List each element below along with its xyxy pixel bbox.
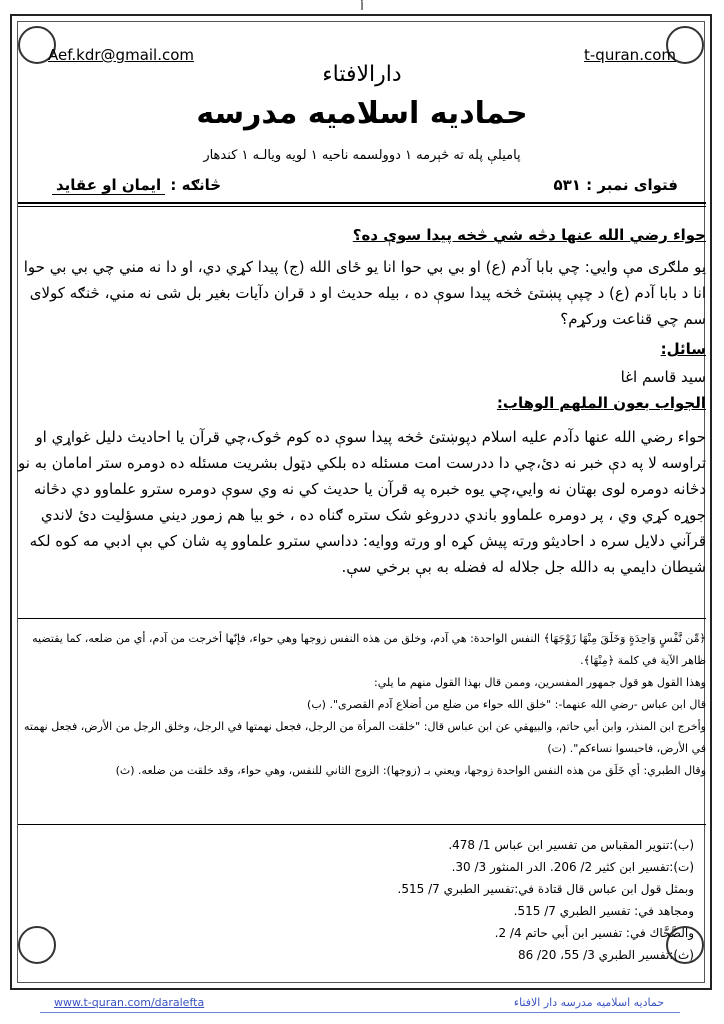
header-divider-thin bbox=[18, 206, 706, 207]
madrasa-title: حمادیه اسلامیه مدرسه bbox=[196, 96, 528, 131]
page-number: أ bbox=[360, 0, 364, 13]
section-label: څانګه : bbox=[170, 176, 222, 194]
address-line: پاميلې پله ته څېرمه ۱ دوولسمه ناحيه ۱ لويه ويالـه ۱ کندهار bbox=[203, 148, 521, 163]
section-value: ایمان او عقاید bbox=[52, 176, 165, 195]
asker-label: سائل: bbox=[660, 340, 706, 358]
reference-item: ومجاهد في: تفسير الطبري 7/ 515. bbox=[513, 904, 694, 918]
footer-url-link[interactable]: www.t-quran.com/daralefta bbox=[54, 996, 205, 1009]
question-title: حواء رضي الله عنها دڅه شي څخه پيدا سوې ده؟ bbox=[352, 226, 706, 244]
arabic-paragraph: وقال الطبري: أي خَلَق من هذه النفس الواحدة زوجها، ويعني بـ (زوجها): الزوج الثاني للنفس، وهي حواء، وقد خلقت من ضلعه. (ث) bbox=[115, 764, 706, 777]
footer-name: حمادیه اسلامیه مدرسه دار الافتاء bbox=[513, 996, 664, 1009]
dar-al-ifta-title: دارالافتاء bbox=[322, 62, 402, 87]
section-field bbox=[52, 176, 221, 194]
website-link[interactable]: t-quran.com bbox=[584, 46, 676, 64]
arabic-paragraph: وأخرج ابن المنذر، وابن أبي حاتم، والبيهقي عن ابن عباس قال: "خلقت المرأة من الرجل، فجعل نهمتها في الرجل، وخلق الرجل من الأرض، فجعل نهمته في الأرض، فاحبسوا نساءكم". (ت) bbox=[24, 720, 706, 755]
arabic-divider bbox=[18, 618, 706, 619]
arabic-evidence bbox=[18, 628, 706, 782]
reference-item: (ت):تفسير ابن كثير 2/ 206. الدر المنثور 3/ 30. bbox=[451, 860, 694, 874]
references-divider bbox=[18, 824, 706, 825]
answer-body: حواء رضي الله عنها دآدم عليه اسلام دپوښتئ څخه پيدا سوې ده کوم څوک،چي قرآن يا احاديث دليل غواړي او تراوسه لا په دې خبر نه دئ،چي دا ددرست امت مسئله ده بلکي دټول بشريت مسئله ده دومره ستر امامان به نو دڅانه دومره لوی بهتان نه وايي،چي يوه خبره په قرآن يا حديث کي نه وي سوې دومره سترو علماوو دي دڅانه جوړه کړي وي ، پر دومره علماوو باندي ددروغو شک ستره ګناه ده ، خو بيا هم زموږ ديني مسؤليت دئ لاندي قرآني دلايل سره د احاديثو ورته پيش کړه او ورته ووايه: دداسي سترو علماوو په شان کي بې ادبي مه کوه لکه شيطان دايمي به دالله جل جلاله له فضله به بې برخي سې. bbox=[18, 428, 706, 576]
asker-name: سيد قاسم اغا bbox=[620, 368, 706, 386]
question-body: يو ملګری مې وايي: چي بابا آدم (ع) او بي بي حوا انا يو ځای الله (ج) پيدا کړي دي، او دا نه مني چي بي بي حوا انا د بابا آدم (ع) د چپې پښتئ څخه پيدا سوې ده ، بيله حديث او د قران دآيات بغير بل شی نه مني، څنګه کولای سم چي قناعت ورکړم؟ bbox=[23, 258, 706, 328]
email-link[interactable]: Aef.kdr@gmail.com bbox=[48, 46, 195, 64]
header-divider bbox=[18, 202, 706, 204]
footer-divider bbox=[40, 1012, 680, 1013]
reference-item: (ب):تنوير المقباس من تفسير ابن عباس 1/ 478. bbox=[448, 838, 694, 852]
arabic-paragraph: قال ابن عباس -رضي الله عنهما-: "خلق الله حواء من ضلع من أضلاع آدم القصرى". (ب) bbox=[307, 698, 706, 711]
answer-label: الجواب بعون الملهم الوهاب: bbox=[496, 394, 706, 412]
reference-item: وبمثل قول ابن عباس قال قتادة في:تفسير الطبري 7/ 515. bbox=[397, 882, 694, 896]
reference-item: والضَّحَّاك في: تفسير ابن أبي حاتم 4/ 2. bbox=[494, 926, 694, 940]
arabic-paragraph: وهذا القول هو قول جمهور المفسرين، وممن قال بهذا القول منهم ما يلي: bbox=[374, 676, 706, 689]
arabic-paragraph: ﴿مِّن نَّفْسٍ وَاحِدَةٍ وَخَلَقَ مِنْهَا زَوْجَهَا﴾ النفس الواحدة: هي آدم، وخلق من هذه النفس زوجها وهي حواء، فإنّها أخرجت من آدم، أي من ضلعه، كما يقتضيه ظاهر الآية في كلمة ﴿مِنْهَا﴾. bbox=[32, 632, 706, 667]
reference-item: (ث):تفسير الطبري 3/ 55، 20/ 86 bbox=[517, 948, 694, 962]
references-list bbox=[234, 834, 694, 966]
fatwa-number: فتوای نمبر : ۵۳۱ bbox=[553, 176, 678, 194]
corner-ornament-icon bbox=[18, 926, 56, 964]
